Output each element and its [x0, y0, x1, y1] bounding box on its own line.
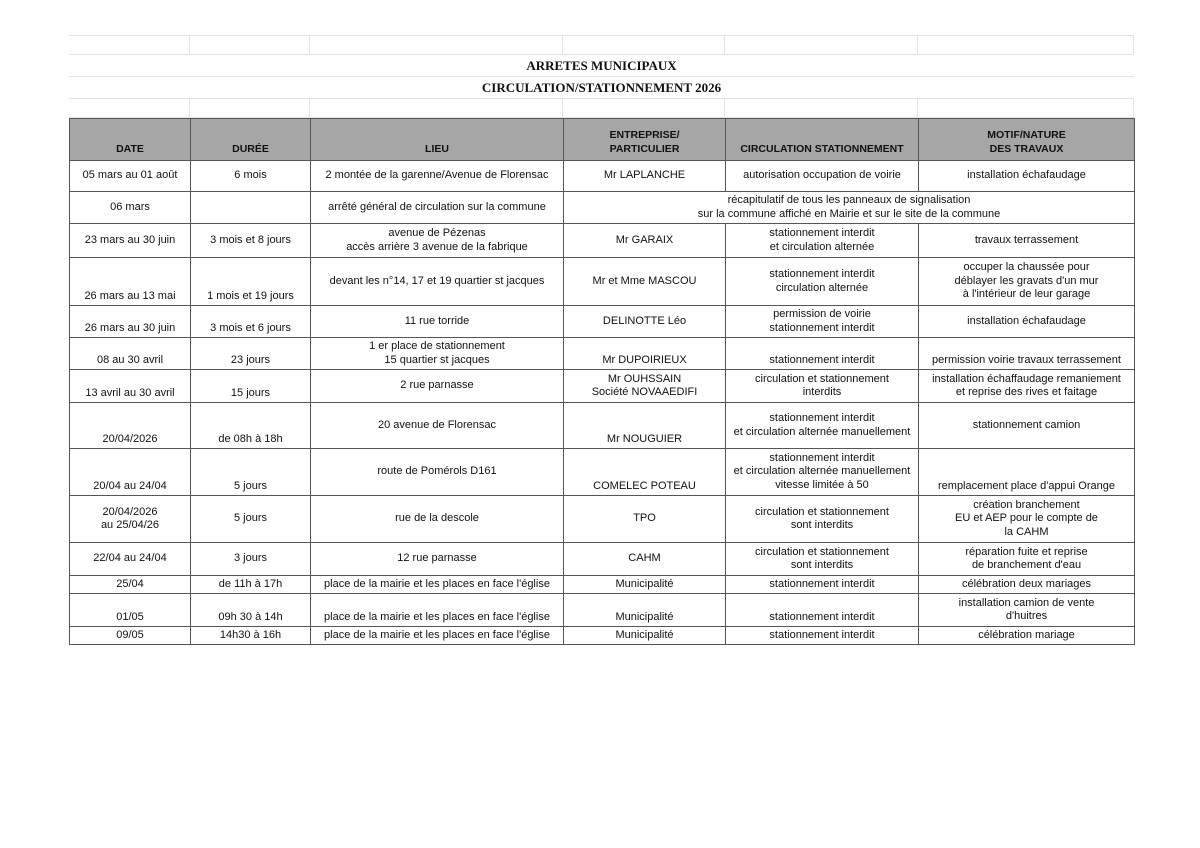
cell-date: 13 avril au 30 avril — [70, 370, 191, 403]
cell-lieu: 20 avenue de Florensac — [311, 403, 564, 449]
cell-lieu: 2 montée de la garenne/Avenue de Florensac — [311, 161, 564, 192]
cell-entreprise: Mr NOUGUIER — [564, 403, 726, 449]
cell-date: 26 mars au 30 juin — [70, 306, 191, 338]
cell-circulation: circulation et stationnement interdits — [726, 370, 919, 403]
cell-entreprise: DELINOTTE Léo — [564, 306, 726, 338]
table-row — [70, 338, 1135, 370]
header-motif: MOTIF/NATURE DES TRAVAUX — [919, 119, 1135, 161]
cell-entreprise: Mr et Mme MASCOU — [564, 258, 726, 306]
table-row — [70, 370, 1135, 403]
cell-lieu: place de la mairie et les places en face l'église — [311, 627, 564, 645]
cell-lieu: 11 rue torride — [311, 306, 564, 338]
table-row — [70, 224, 1135, 258]
cell-circulation: autorisation occupation de voirie — [726, 161, 919, 192]
cell-entreprise: Municipalité — [564, 594, 726, 627]
header-lieu: LIEU — [311, 119, 564, 161]
cell-circulation: stationnement interdit et circulation alternée — [726, 224, 919, 258]
table-row — [70, 161, 1135, 192]
cell-duree: 14h30 à 16h — [191, 627, 311, 645]
table-row — [70, 449, 1135, 496]
cell-lieu: devant les n°14, 17 et 19 quartier st jacques — [311, 258, 564, 306]
cell-date: 06 mars — [70, 192, 191, 224]
cell-lieu: place de la mairie et les places en face l'église — [311, 594, 564, 627]
cell-entreprise: Mr LAPLANCHE — [564, 161, 726, 192]
cell-date: 23 mars au 30 juin — [70, 224, 191, 258]
table-row — [70, 496, 1135, 543]
table-row — [70, 306, 1135, 338]
cell-date: 09/05 — [70, 627, 191, 645]
cell-duree: 23 jours — [191, 338, 311, 370]
table-row — [70, 576, 1135, 594]
cell-motif: installation échafaudage — [919, 306, 1135, 338]
cell-entreprise: Municipalité — [564, 627, 726, 645]
cell-duree: 15 jours — [191, 370, 311, 403]
cell-duree: 5 jours — [191, 496, 311, 543]
cell-motif: réparation fuite et reprise de branchement d'eau — [919, 543, 1135, 576]
table-row — [70, 543, 1135, 576]
header-duree: DURÉE — [191, 119, 311, 161]
cell-entreprise: Mr OUHSSAIN Société NOVAAEDIFI — [564, 370, 726, 403]
document-subtitle: CIRCULATION/STATIONNEMENT 2026 — [69, 76, 1134, 98]
table-row — [70, 627, 1135, 645]
header-circulation: CIRCULATION STATIONNEMENT — [726, 119, 919, 161]
cell-entreprise: COMELEC POTEAU — [564, 449, 726, 496]
cell-motif: remplacement place d'appui Orange — [919, 449, 1135, 496]
cell-circulation: stationnement interdit circulation alternée — [726, 258, 919, 306]
cell-date: 05 mars au 01 août — [70, 161, 191, 192]
cell-lieu: 2 rue parnasse — [311, 370, 564, 403]
cell-duree: 3 mois et 8 jours — [191, 224, 311, 258]
cell-motif: installation échaffaudage remaniement et reprise des rives et faitage — [919, 370, 1135, 403]
cell-motif: permission voirie travaux terrassement — [919, 338, 1135, 370]
cell-entreprise: TPO — [564, 496, 726, 543]
cell-recap: récapitulatif de tous les panneaux de signalisation sur la commune affiché en Mairie et sur le site de la commune — [564, 192, 1135, 224]
cell-lieu: route de Pomérols D161 — [311, 449, 564, 496]
cell-lieu: place de la mairie et les places en face l'église — [311, 576, 564, 594]
cell-motif: installation échafaudage — [919, 161, 1135, 192]
cell-lieu: 12 rue parnasse — [311, 543, 564, 576]
header-row — [70, 119, 1135, 161]
cell-date: 08 au 30 avril — [70, 338, 191, 370]
cell-circulation: circulation et stationnement sont interdits — [726, 543, 919, 576]
cell-circulation: stationnement interdit — [726, 576, 919, 594]
cell-date: 26 mars au 13 mai — [70, 258, 191, 306]
cell-circulation: stationnement interdit — [726, 627, 919, 645]
cell-lieu: 1 er place de stationnement 15 quartier st jacques — [311, 338, 564, 370]
cell-date: 20/04/2026 au 25/04/26 — [70, 496, 191, 543]
table-row — [70, 594, 1135, 627]
cell-motif: célébration mariage — [919, 627, 1135, 645]
cell-motif: célébration deux mariages — [919, 576, 1135, 594]
cell-date: 20/04 au 24/04 — [70, 449, 191, 496]
cell-entreprise: Municipalité — [564, 576, 726, 594]
cell-circulation: circulation et stationnement sont interdits — [726, 496, 919, 543]
cell-duree: de 11h à 17h — [191, 576, 311, 594]
cell-circulation: stationnement interdit — [726, 594, 919, 627]
cell-circulation: stationnement interdit et circulation alternée manuellement — [726, 403, 919, 449]
cell-lieu: rue de la descole — [311, 496, 564, 543]
cell-date: 20/04/2026 — [70, 403, 191, 449]
cell-duree: 6 mois — [191, 161, 311, 192]
empty-row — [69, 35, 1134, 54]
header-date: DATE — [70, 119, 191, 161]
arretes-table — [69, 118, 1135, 645]
empty-row — [69, 98, 1134, 118]
table-row — [70, 192, 1135, 224]
cell-date: 01/05 — [70, 594, 191, 627]
cell-circulation: stationnement interdit — [726, 338, 919, 370]
cell-circulation: permission de voirie stationnement interdit — [726, 306, 919, 338]
cell-duree — [191, 192, 311, 224]
header-entreprise: ENTREPRISE/ PARTICULIER — [564, 119, 726, 161]
cell-duree: 3 jours — [191, 543, 311, 576]
cell-circulation: stationnement interdit et circulation alternée manuellement vitesse limitée à 50 — [726, 449, 919, 496]
cell-entreprise: CAHM — [564, 543, 726, 576]
cell-motif: occuper la chaussée pour déblayer les gravats d'un mur à l'intérieur de leur garage — [919, 258, 1135, 306]
cell-date: 22/04 au 24/04 — [70, 543, 191, 576]
cell-duree: 09h 30 à 14h — [191, 594, 311, 627]
cell-motif: création branchement EU et AEP pour le compte de la CAHM — [919, 496, 1135, 543]
cell-duree: 3 mois et 6 jours — [191, 306, 311, 338]
cell-motif: installation camion de vente d'huitres — [919, 594, 1135, 627]
cell-motif: travaux terrassement — [919, 224, 1135, 258]
table-row — [70, 403, 1135, 449]
cell-duree: de 08h à 18h — [191, 403, 311, 449]
cell-lieu: arrêté général de circulation sur la commune — [311, 192, 564, 224]
cell-lieu: avenue de Pézenas accès arrière 3 avenue de la fabrique — [311, 224, 564, 258]
spreadsheet — [69, 35, 1134, 645]
cell-date: 25/04 — [70, 576, 191, 594]
cell-duree: 1 mois et 19 jours — [191, 258, 311, 306]
cell-entreprise: Mr DUPOIRIEUX — [564, 338, 726, 370]
cell-entreprise: Mr GARAIX — [564, 224, 726, 258]
cell-duree: 5 jours — [191, 449, 311, 496]
cell-motif: stationnement camion — [919, 403, 1135, 449]
table-row — [70, 258, 1135, 306]
document-title: ARRETES MUNICIPAUX — [69, 54, 1134, 76]
